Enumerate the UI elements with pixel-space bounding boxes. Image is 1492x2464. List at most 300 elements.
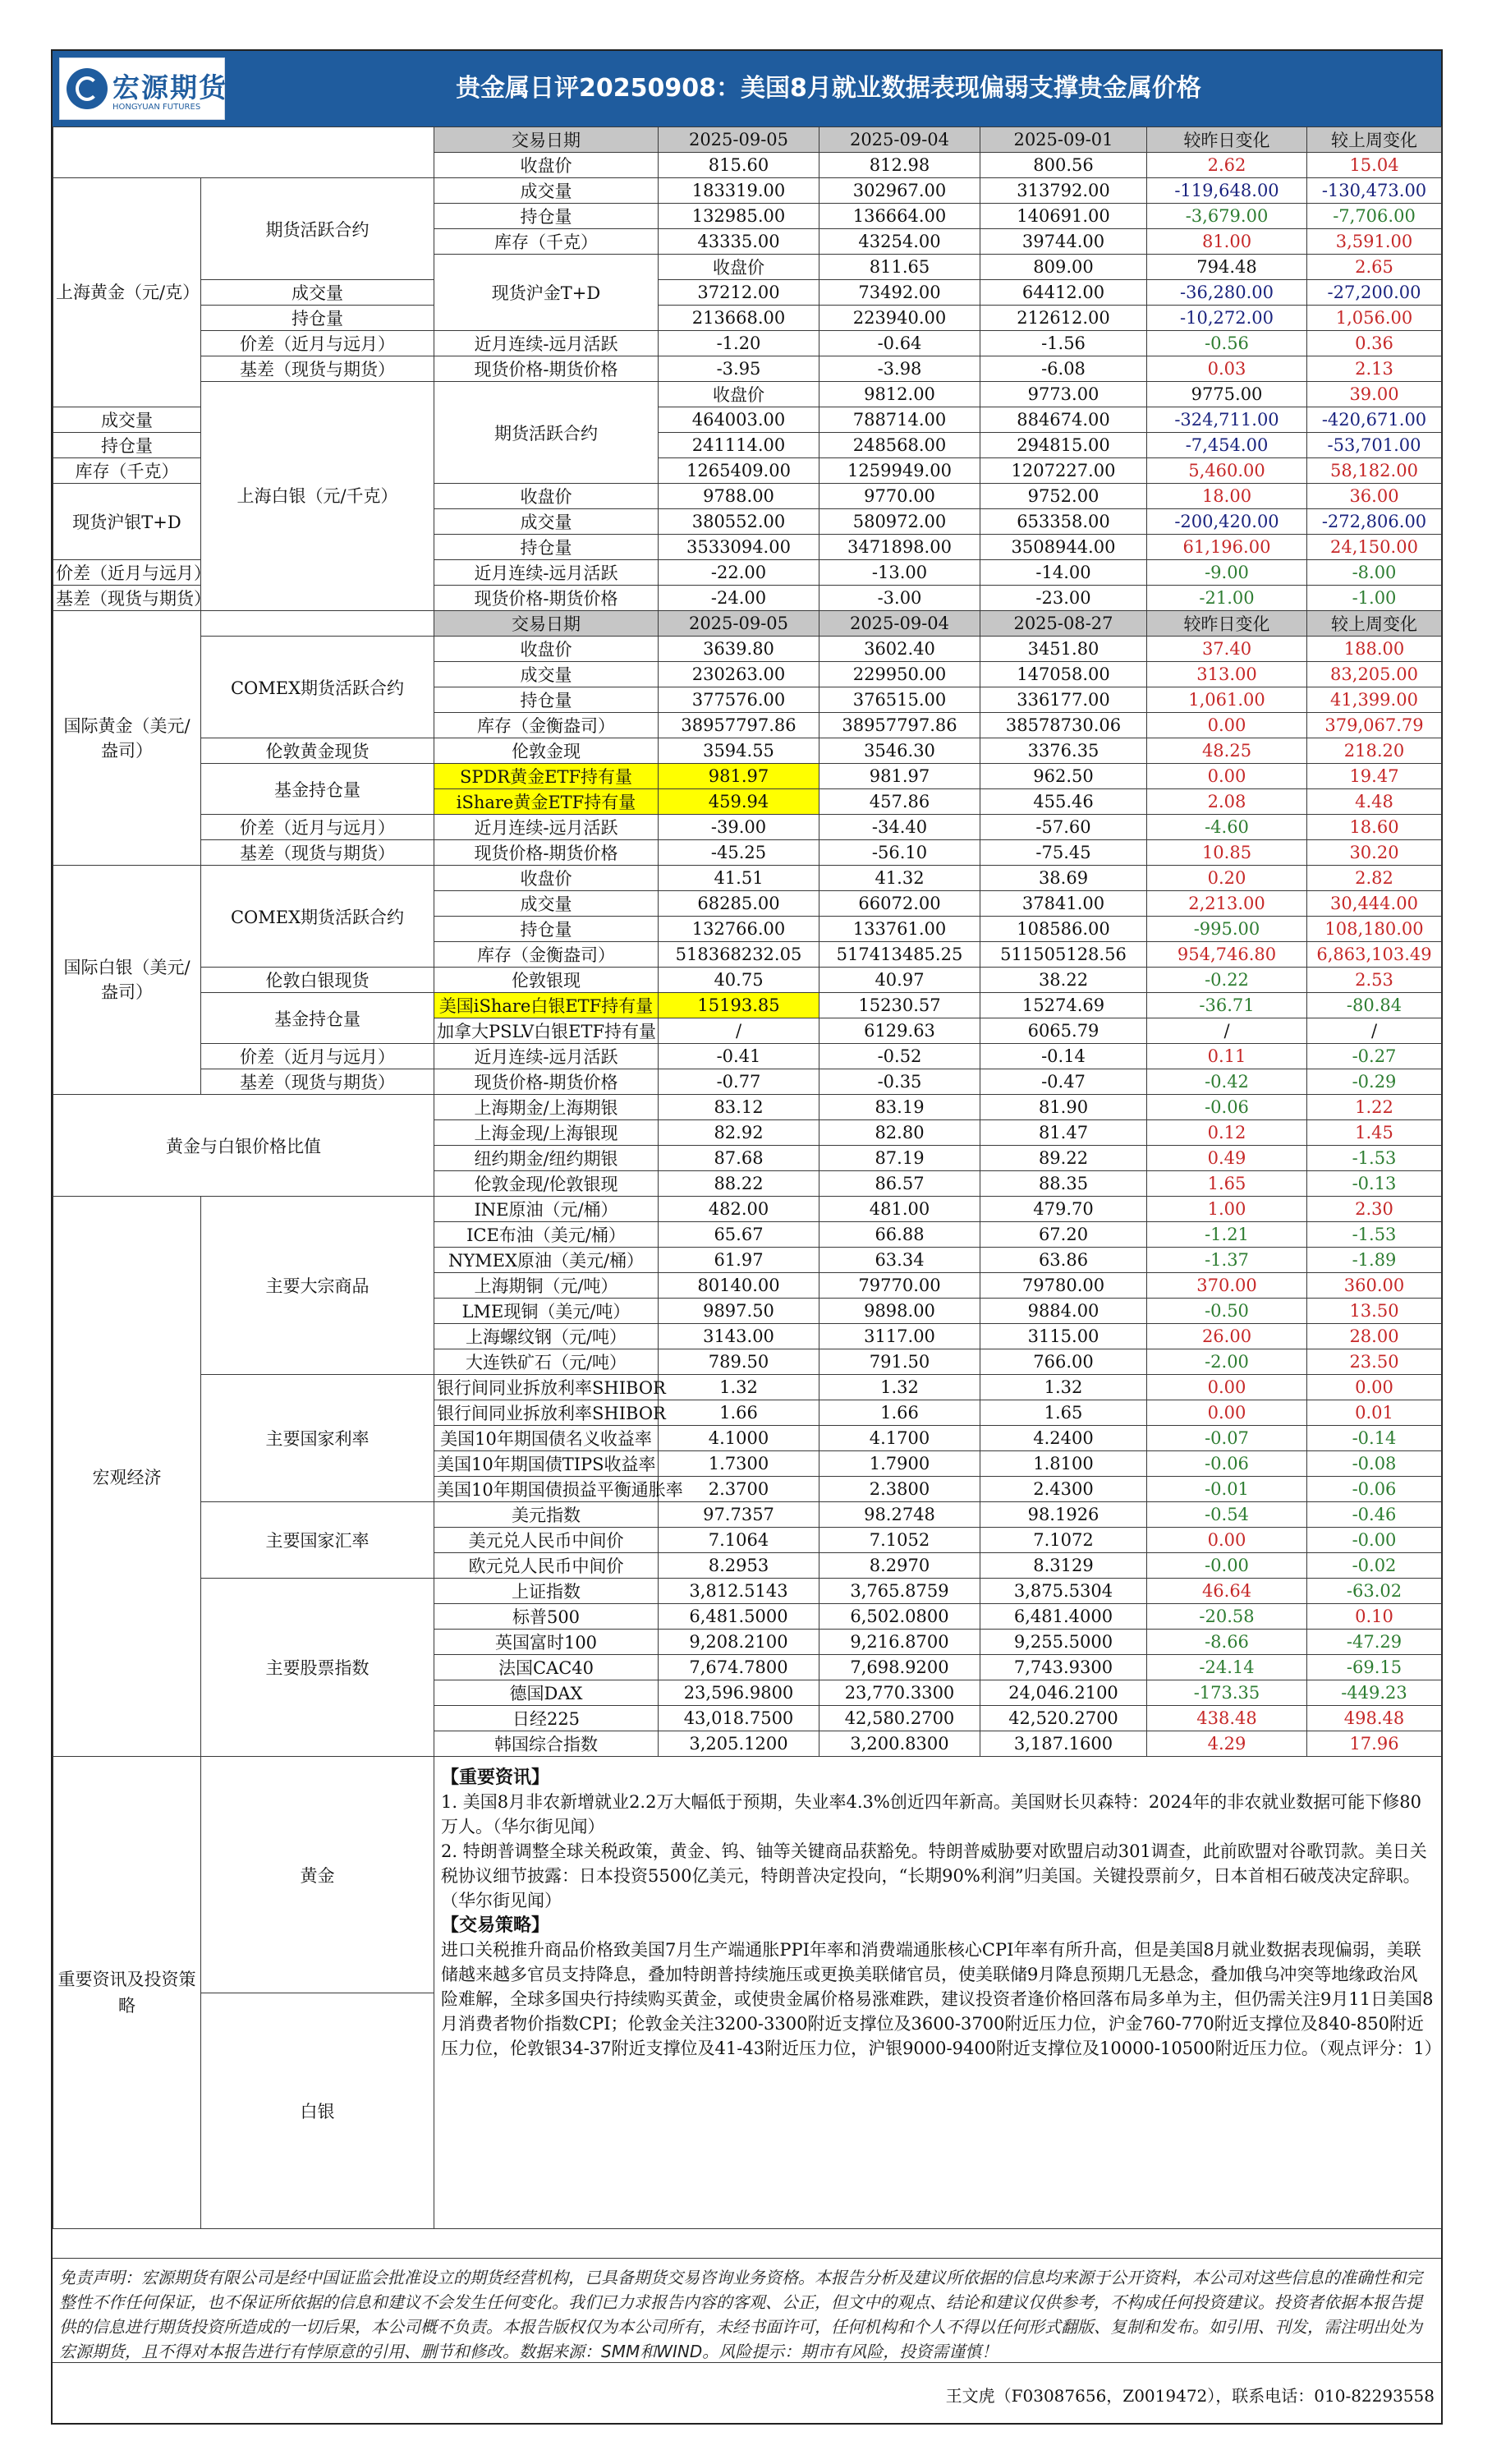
table-row <box>53 1502 1442 1528</box>
table-cell: 36.00 <box>1307 484 1442 509</box>
table-cell: 18.00 <box>1147 484 1307 509</box>
table-cell: 3602.40 <box>819 637 980 662</box>
table-cell: 9,255.5000 <box>980 1630 1147 1655</box>
table-cell: 宏观经济 <box>53 1197 201 1757</box>
table-row <box>53 1095 1442 1120</box>
table-cell: 7,698.9200 <box>819 1655 980 1680</box>
table-cell: 28.00 <box>1307 1324 1442 1349</box>
table-cell: 30,444.00 <box>1307 891 1442 917</box>
table-row <box>53 306 1442 331</box>
table-cell: LME现铜（美元/吨） <box>434 1299 659 1324</box>
table-row <box>53 356 1442 382</box>
table-cell: -200,420.00 <box>1147 509 1307 535</box>
table-cell: 79780.00 <box>980 1273 1147 1299</box>
table-cell: 韩国综合指数 <box>434 1731 659 1757</box>
table-cell: 15230.57 <box>819 993 980 1018</box>
data-table-body <box>53 127 1442 1757</box>
table-cell: 1.32 <box>980 1375 1147 1400</box>
table-cell: 主要国家汇率 <box>201 1502 434 1579</box>
table-cell: 2.65 <box>1307 255 1442 280</box>
table-cell: 美国iShare白银ETF持有量 <box>434 993 659 1018</box>
table-cell: 0.00 <box>1147 764 1307 789</box>
table-cell: 294815.00 <box>980 433 1147 458</box>
table-cell: -13.00 <box>819 560 980 586</box>
table-cell: 26.00 <box>1147 1324 1307 1349</box>
table-cell: 136664.00 <box>819 204 980 229</box>
table-cell: 收盘价 <box>659 382 819 407</box>
table-cell: 7,674.7800 <box>659 1655 819 1680</box>
table-cell: -0.14 <box>980 1044 1147 1069</box>
table-cell: 4.48 <box>1307 789 1442 815</box>
table-cell: 479.70 <box>980 1197 1147 1222</box>
table-cell: -24.00 <box>659 586 819 611</box>
table-cell: 纽约期金/纽约期银 <box>434 1146 659 1171</box>
table-cell: 40.97 <box>819 968 980 993</box>
table-cell: 美元指数 <box>434 1502 659 1528</box>
table-cell: 13.50 <box>1307 1299 1442 1324</box>
table-cell: 248568.00 <box>819 433 980 458</box>
table-cell: 日经225 <box>434 1706 659 1731</box>
table-cell: -27,200.00 <box>1307 280 1442 306</box>
table-cell: 期货活跃合约 <box>434 382 659 484</box>
table-cell: 18.60 <box>1307 815 1442 840</box>
table-cell: 8.2970 <box>819 1553 980 1579</box>
table-cell: 791.50 <box>819 1349 980 1375</box>
table-cell: 5,460.00 <box>1147 458 1307 484</box>
table-cell: -0.07 <box>1147 1426 1307 1451</box>
table-cell: 持仓量 <box>434 204 659 229</box>
table-cell: 380552.00 <box>659 509 819 535</box>
table-cell: 183319.00 <box>659 178 819 204</box>
table-cell: 63.86 <box>980 1248 1147 1273</box>
table-cell: 37.40 <box>1147 637 1307 662</box>
table-cell: 133761.00 <box>819 917 980 942</box>
table-cell: 23.50 <box>1307 1349 1442 1375</box>
table-cell: 交易日期 <box>434 611 659 637</box>
table-cell: 6129.63 <box>819 1018 980 1044</box>
table-cell: 基差（现货与期货） <box>201 356 434 382</box>
table-cell: -3,679.00 <box>1147 204 1307 229</box>
table-cell: 511505128.56 <box>980 942 1147 968</box>
table-cell: 241114.00 <box>659 433 819 458</box>
table-cell: -1.00 <box>1307 586 1442 611</box>
table-cell: 64412.00 <box>980 280 1147 306</box>
table-cell: 4.1000 <box>659 1426 819 1451</box>
table-row <box>53 993 1442 1018</box>
table-cell: -63.02 <box>1307 1579 1442 1604</box>
table-cell: 0.49 <box>1147 1146 1307 1171</box>
table-cell: -0.01 <box>1147 1477 1307 1502</box>
table-cell: 815.60 <box>659 153 819 178</box>
table-cell: 3471898.00 <box>819 535 980 560</box>
table-row <box>53 331 1442 356</box>
table-cell: 87.68 <box>659 1146 819 1171</box>
table-cell: -0.22 <box>1147 968 1307 993</box>
news-content <box>434 1757 1442 2229</box>
table-cell: 457.86 <box>819 789 980 815</box>
table-cell: 3594.55 <box>659 738 819 764</box>
table-cell: 0.00 <box>1147 1375 1307 1400</box>
table-cell: 大连铁矿石（元/吨） <box>434 1349 659 1375</box>
table-cell: 3508944.00 <box>980 535 1147 560</box>
table-cell: -39.00 <box>659 815 819 840</box>
table-cell: 3451.80 <box>980 637 1147 662</box>
table-cell: 41.51 <box>659 866 819 891</box>
table-cell: ICE布油（美元/桶） <box>434 1222 659 1248</box>
table-cell: 成交量 <box>201 280 434 306</box>
table-cell: 1.7900 <box>819 1451 980 1477</box>
table-cell: 3143.00 <box>659 1324 819 1349</box>
table-cell: 现货价格-期货价格 <box>434 356 659 382</box>
table-cell: 954,746.80 <box>1147 942 1307 968</box>
table-cell: iShare黄金ETF持有量 <box>434 789 659 815</box>
table-cell: 2.53 <box>1307 968 1442 993</box>
table-cell: 82.92 <box>659 1120 819 1146</box>
table-cell: -23.00 <box>980 586 1147 611</box>
table-cell: 3546.30 <box>819 738 980 764</box>
table-cell: 97.7357 <box>659 1502 819 1528</box>
table-cell: 65.67 <box>659 1222 819 1248</box>
report-header <box>53 51 1441 126</box>
table-cell: 1.22 <box>1307 1095 1442 1120</box>
table-cell: 0.10 <box>1307 1604 1442 1630</box>
table-row <box>53 1197 1442 1222</box>
table-cell: 38578730.06 <box>980 713 1147 738</box>
table-cell: -8.00 <box>1307 560 1442 586</box>
table-cell: 主要国家利率 <box>201 1375 434 1502</box>
table-cell: 9773.00 <box>980 382 1147 407</box>
table-cell: 上海螺纹钢（元/吨） <box>434 1324 659 1349</box>
table-cell: -0.41 <box>659 1044 819 1069</box>
table-cell: 3,591.00 <box>1307 229 1442 255</box>
table-cell: -3.98 <box>819 356 980 382</box>
table-cell: 0.00 <box>1147 1528 1307 1553</box>
table-cell: -47.29 <box>1307 1630 1442 1655</box>
analyst-contact: 王文虎（F03087656，Z0019472），联系电话：010-82293558 <box>945 2386 1435 2406</box>
table-cell: 229950.00 <box>819 662 980 687</box>
table-cell: 10.85 <box>1147 840 1307 866</box>
table-cell: 313.00 <box>1147 662 1307 687</box>
table-cell: 成交量 <box>434 509 659 535</box>
report-title: 贵金属日评20250908：美国8月就业数据表现偏弱支撑贵金属价格 <box>456 74 1201 103</box>
table-row <box>53 382 1442 407</box>
table-cell: 230263.00 <box>659 662 819 687</box>
table-cell: -4.60 <box>1147 815 1307 840</box>
strategy-text: 进口关税推升商品价格致美国7月生产端通胀PPI年率和消费端通胀核心CPI年率有所升高，但是美国8月就业数据表现偏弱，美联储越来越多官员支持降息，叠加特朗普持续施压或更换美联储官员，使美联储9月降息预期几无悬念，叠加俄乌冲突等地缘政治风险难解，全球多国央行持续购买黄金，或使贵金属价格易涨难跌，建议投资者逢价格回落布局多单为主，但仍需关注9月11日美国8月消费者物价指数CPI；伦敦金关注3200-3300附近支撑位及3600-3700附近压力位，沪金760-770附近支撑位及840-850附近压力位，伦敦银34-37附近支撑位及41-43附近压力位，沪银9000-9400附近支撑位及10000-10500附近压力位。（观点评分：1） <box>441 1940 1442 2058</box>
table-cell: 3,187.1600 <box>980 1731 1147 1757</box>
table-cell: 68285.00 <box>659 891 819 917</box>
table-cell: 库存（金衡盎司） <box>434 713 659 738</box>
table-cell: 3,200.8300 <box>819 1731 980 1757</box>
table-cell: 3117.00 <box>819 1324 980 1349</box>
table-cell: 现货价格-期货价格 <box>434 586 659 611</box>
table-cell: 近月连续-远月活跃 <box>434 815 659 840</box>
table-cell: -173.35 <box>1147 1680 1307 1706</box>
table-cell: 4.2400 <box>980 1426 1147 1451</box>
table-cell: 6,481.4000 <box>980 1604 1147 1630</box>
table-cell: 标普500 <box>434 1604 659 1630</box>
table-cell: 0.00 <box>1307 1375 1442 1400</box>
table-cell: 价差（近月与远月） <box>201 331 434 356</box>
table-cell: 近月连续-远月活跃 <box>434 560 659 586</box>
table-cell: 811.65 <box>819 255 980 280</box>
table-cell: 0.12 <box>1147 1120 1307 1146</box>
table-cell: 6,481.5000 <box>659 1604 819 1630</box>
table-cell: 8.2953 <box>659 1553 819 1579</box>
news-section-label: 重要资讯及投资策略 <box>53 1757 201 2229</box>
table-cell: 132985.00 <box>659 204 819 229</box>
table-cell: 580972.00 <box>819 509 980 535</box>
table-cell: 213668.00 <box>659 306 819 331</box>
table-row <box>53 280 1442 306</box>
table-cell: 140691.00 <box>980 204 1147 229</box>
table-cell: 41,399.00 <box>1307 687 1442 713</box>
table-cell: 147058.00 <box>980 662 1147 687</box>
table-cell: -8.66 <box>1147 1630 1307 1655</box>
table-cell: 15193.85 <box>659 993 819 1018</box>
table-cell: 981.97 <box>819 764 980 789</box>
table-cell: -1.56 <box>980 331 1147 356</box>
table-cell: 766.00 <box>980 1349 1147 1375</box>
table-cell: 38957797.86 <box>819 713 980 738</box>
table-cell: 3376.35 <box>980 738 1147 764</box>
table-row <box>53 611 1442 637</box>
table-cell: -0.46 <box>1307 1502 1442 1528</box>
table-cell: 0.01 <box>1307 1400 1442 1426</box>
table-cell: 4.29 <box>1147 1731 1307 1757</box>
table-cell: 上海期铜（元/吨） <box>434 1273 659 1299</box>
table-cell: -36,280.00 <box>1147 280 1307 306</box>
table-cell: 上海黄金（元/克） <box>53 178 201 407</box>
table-cell: 43335.00 <box>659 229 819 255</box>
table-cell: 81.00 <box>1147 229 1307 255</box>
table-row <box>53 815 1442 840</box>
table-cell: 379,067.79 <box>1307 713 1442 738</box>
table-cell: 482.00 <box>659 1197 819 1222</box>
table-row <box>53 738 1442 764</box>
table-cell: -0.47 <box>980 1069 1147 1095</box>
table-cell: 41.32 <box>819 866 980 891</box>
disclaimer: 免责声明：宏源期货有限公司是经中国证监会批准设立的期货经营机构，已具备期货交易咨询业务资格。本报告分析及建议所依据的信息均来源于公开资料，本公司对这些信息的准确性和完整性不作任何保证，也不保证所依据的信息和建议不会发生任何变化。我们已力求报告内容的客观、公正，但文中的观点、结论和建议仅供参考，不构成任何投资建议。投资者依据本报告提供的信息进行期货投资所造成的一切后果，本公司概不负责。本报告版权仅为本公司所有，未经书面许可，任何机构和个人不得以任何形式翻版、复制和发布。如引用、刊发，需注明出处为宏源期货，且不得对本报告进行有悖原意的引用、删节和修改。数据来源：SMM和WIND。风险提示：期市有风险，投资需谨慎！ <box>53 2258 1441 2362</box>
table-cell: 国际白银（美元/盎司） <box>53 866 201 1095</box>
table-cell: 现货价格-期货价格 <box>434 840 659 866</box>
table-cell: -1.89 <box>1307 1248 1442 1273</box>
table-cell: 83.19 <box>819 1095 980 1120</box>
table-cell: 2.82 <box>1307 866 1442 891</box>
table-cell: 39744.00 <box>980 229 1147 255</box>
table-cell: 9898.00 <box>819 1299 980 1324</box>
table-cell: 法国CAC40 <box>434 1655 659 1680</box>
table-cell: INE原油（元/桶） <box>434 1197 659 1222</box>
table-cell: 持仓量 <box>53 433 201 458</box>
table-cell: 上海期金/上海期银 <box>434 1095 659 1120</box>
table-cell: 42,520.2700 <box>980 1706 1147 1731</box>
table-cell: -0.06 <box>1147 1095 1307 1120</box>
table-cell: 2.4300 <box>980 1477 1147 1502</box>
table-cell: 上证指数 <box>434 1579 659 1604</box>
table-cell: 37212.00 <box>659 280 819 306</box>
table-cell: 37841.00 <box>980 891 1147 917</box>
table-cell: -995.00 <box>1147 917 1307 942</box>
table-cell: -0.14 <box>1307 1426 1442 1451</box>
table-cell: 交易日期 <box>434 127 659 153</box>
table-cell: 61.97 <box>659 1248 819 1273</box>
table-cell: 15.04 <box>1307 153 1442 178</box>
table-cell: SPDR黄金ETF持有量 <box>434 764 659 789</box>
table-cell: 98.1926 <box>980 1502 1147 1528</box>
table-cell: 73492.00 <box>819 280 980 306</box>
table-cell: 近月连续-远月活跃 <box>434 1044 659 1069</box>
table-cell: -0.00 <box>1307 1528 1442 1553</box>
table-cell: 3533094.00 <box>659 535 819 560</box>
table-cell: -57.60 <box>980 815 1147 840</box>
table-row <box>53 1375 1442 1400</box>
table-cell: 1.45 <box>1307 1120 1442 1146</box>
table-cell: -1.53 <box>1307 1146 1442 1171</box>
table-cell: 24,046.2100 <box>980 1680 1147 1706</box>
table-cell: 43,018.7500 <box>659 1706 819 1731</box>
table-cell: 2025-09-04 <box>819 127 980 153</box>
table-cell: 成交量 <box>53 407 201 433</box>
table-row <box>53 866 1442 891</box>
table-cell: 9775.00 <box>1147 382 1307 407</box>
table-cell: 上海金现/上海银现 <box>434 1120 659 1146</box>
table-cell: -0.35 <box>819 1069 980 1095</box>
table-cell: -80.84 <box>1307 993 1442 1018</box>
table-cell: 7.1052 <box>819 1528 980 1553</box>
table-cell: 800.56 <box>980 153 1147 178</box>
table-row <box>53 968 1442 993</box>
table-cell: 4.1700 <box>819 1426 980 1451</box>
table-cell: 108586.00 <box>980 917 1147 942</box>
table-cell: 持仓量 <box>434 687 659 713</box>
table-cell: -0.00 <box>1147 1553 1307 1579</box>
table-cell: 基差（现货与期货） <box>201 1069 434 1095</box>
table-cell: 80140.00 <box>659 1273 819 1299</box>
table-cell: -3.95 <box>659 356 819 382</box>
table-cell: -7,454.00 <box>1147 433 1307 458</box>
table-cell: 981.97 <box>659 764 819 789</box>
table-cell: 伦敦金现/伦敦银现 <box>434 1171 659 1197</box>
table-cell: 66.88 <box>819 1222 980 1248</box>
table-cell: 9897.50 <box>659 1299 819 1324</box>
table-cell: 库存（金衡盎司） <box>434 942 659 968</box>
table-cell: 美元兑人民币中间价 <box>434 1528 659 1553</box>
table-cell: 上海白银（元/千克） <box>201 382 434 611</box>
table-cell: 价差（近月与远月） <box>201 815 434 840</box>
table-cell: -24.14 <box>1147 1655 1307 1680</box>
table-cell: 2025-08-27 <box>980 611 1147 637</box>
company-logo <box>59 57 225 120</box>
table-cell: 218.20 <box>1307 738 1442 764</box>
table-cell: 伦敦金现 <box>434 738 659 764</box>
table-cell: 63.34 <box>819 1248 980 1273</box>
logo-name: 宏源期货 <box>112 71 227 103</box>
table-cell: 1.65 <box>980 1400 1147 1426</box>
table-cell: 1.00 <box>1147 1197 1307 1222</box>
table-cell: -9.00 <box>1147 560 1307 586</box>
table-cell: 6,502.0800 <box>819 1604 980 1630</box>
table-cell: 伦敦银现 <box>434 968 659 993</box>
table-cell: 7,743.9300 <box>980 1655 1147 1680</box>
table-cell: -130,473.00 <box>1307 178 1442 204</box>
table-cell: 2.3800 <box>819 1477 980 1502</box>
news-item-1: 1. 美国8月非农新增就业2.2万大幅低于预期，失业率4.3%创近四年新高。美国财长贝森特：2024年的非农就业数据可能下修80万人。（华尔街见闻） <box>441 1792 1421 1837</box>
table-cell: 3639.80 <box>659 637 819 662</box>
table-cell: 313792.00 <box>980 178 1147 204</box>
data-table <box>53 126 1442 2229</box>
table-cell: 1.66 <box>659 1400 819 1426</box>
table-cell: 期货活跃合约 <box>201 178 434 280</box>
table-cell <box>201 611 434 637</box>
table-cell: 2025-09-01 <box>980 127 1147 153</box>
table-cell: 17.96 <box>1307 1731 1442 1757</box>
table-cell: -75.45 <box>980 840 1147 866</box>
table-cell: 黄金与白银价格比值 <box>53 1095 434 1197</box>
table-cell: -0.08 <box>1307 1451 1442 1477</box>
table-cell: -22.00 <box>659 560 819 586</box>
table-cell: -6.08 <box>980 356 1147 382</box>
table-cell: 360.00 <box>1307 1273 1442 1299</box>
table-cell: -0.29 <box>1307 1069 1442 1095</box>
table-cell: COMEX期货活跃合约 <box>201 866 434 968</box>
table-cell: 794.48 <box>1147 255 1307 280</box>
table-cell: -1.37 <box>1147 1248 1307 1273</box>
table-cell: 370.00 <box>1147 1273 1307 1299</box>
table-cell: 3,875.5304 <box>980 1579 1147 1604</box>
table-cell: -324,711.00 <box>1147 407 1307 433</box>
table-cell: 83.12 <box>659 1095 819 1120</box>
table-cell: 美国10年期国债名义收益率 <box>434 1426 659 1451</box>
table-cell: 88.35 <box>980 1171 1147 1197</box>
table-cell: -45.25 <box>659 840 819 866</box>
table-cell: 3,812.5143 <box>659 1579 819 1604</box>
table-cell: -449.23 <box>1307 1680 1442 1706</box>
table-cell: -0.06 <box>1307 1477 1442 1502</box>
table-cell: -0.06 <box>1147 1451 1307 1477</box>
table-cell: 持仓量 <box>434 535 659 560</box>
table-cell: -20.58 <box>1147 1604 1307 1630</box>
table-cell: 英国富时100 <box>434 1630 659 1655</box>
table-cell <box>53 127 434 178</box>
table-cell: 79770.00 <box>819 1273 980 1299</box>
table-cell: 24,150.00 <box>1307 535 1442 560</box>
table-cell: -1.21 <box>1147 1222 1307 1248</box>
table-cell: 498.48 <box>1307 1706 1442 1731</box>
news-section <box>53 1757 1442 2229</box>
table-cell: -0.02 <box>1307 1553 1442 1579</box>
table-cell: 788714.00 <box>819 407 980 433</box>
table-cell: 库存（千克） <box>53 458 201 484</box>
table-cell: 789.50 <box>659 1349 819 1375</box>
table-cell: 基金持仓量 <box>201 993 434 1044</box>
table-row <box>53 764 1442 789</box>
table-cell: -0.50 <box>1147 1299 1307 1324</box>
table-cell: 2.3700 <box>659 1477 819 1502</box>
table-cell: 9,208.2100 <box>659 1630 819 1655</box>
gold-label: 黄金 <box>201 1757 434 1993</box>
table-cell: 43254.00 <box>819 229 980 255</box>
table-cell: 0.11 <box>1147 1044 1307 1069</box>
news-item-2: 2. 特朗普调整全球关税政策，黄金、钨、铀等关键商品获豁免。特朗普威胁要对欧盟启动301调查，此前欧盟对谷歌罚款。美日关税协议细节披露：日本投资5500亿美元，特朗普决定投向，“长期90%利润”归美国。关键投票前夕，日本首相石破茂决定辞职。（华尔街见闻） <box>441 1841 1427 1910</box>
table-cell: COMEX期货活跃合约 <box>201 637 434 738</box>
table-cell: / <box>659 1018 819 1044</box>
table-cell: 481.00 <box>819 1197 980 1222</box>
table-cell: -0.42 <box>1147 1069 1307 1095</box>
table-row <box>53 1579 1442 1604</box>
table-cell: 现货沪金T+D <box>434 255 659 331</box>
table-cell: 83,205.00 <box>1307 662 1442 687</box>
